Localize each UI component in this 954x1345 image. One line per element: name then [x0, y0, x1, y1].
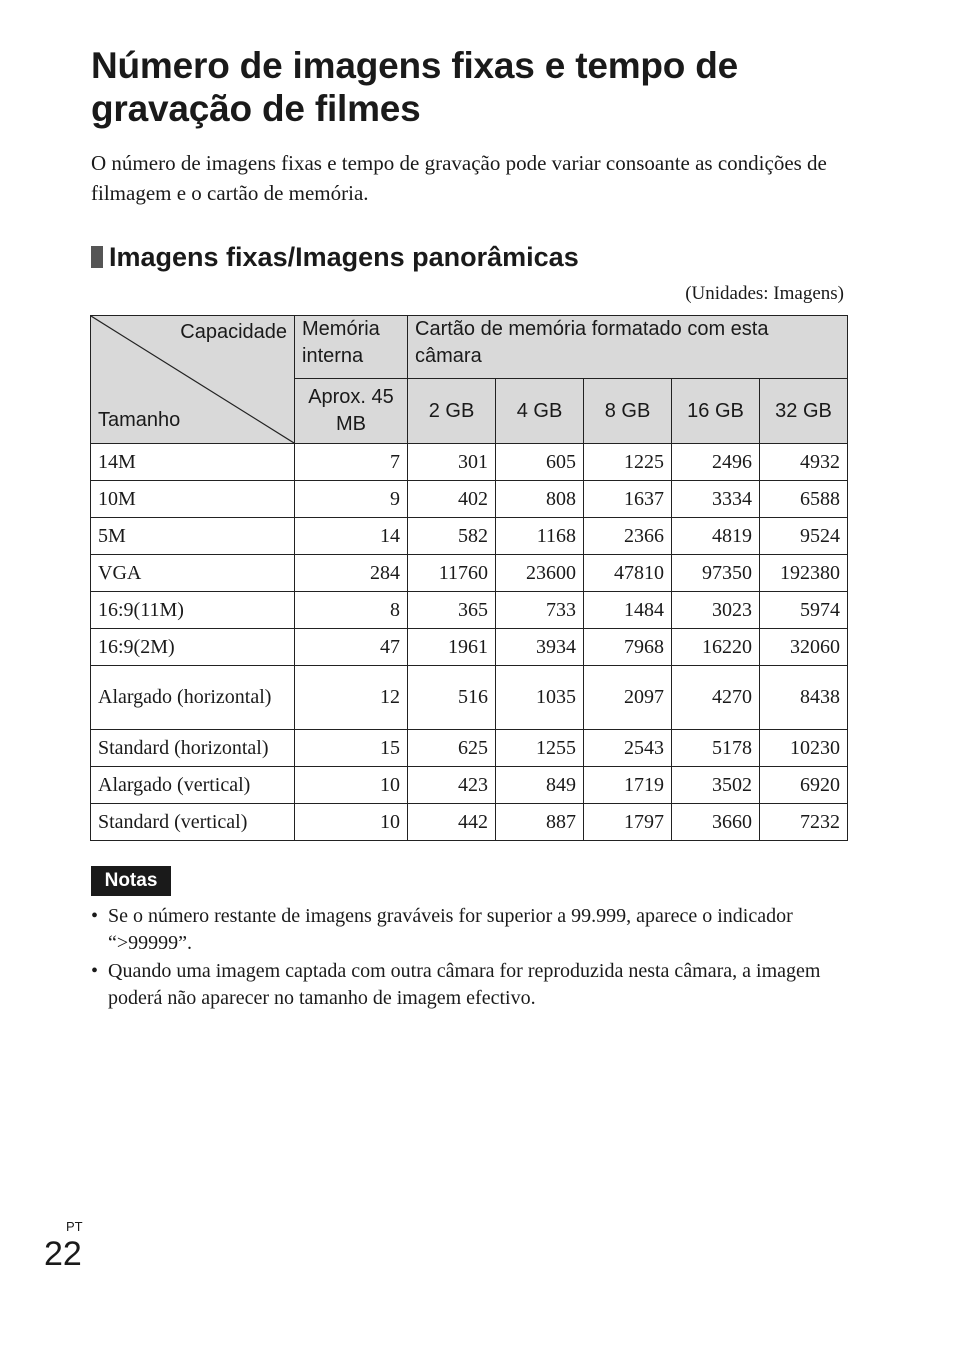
- table-cell: 4932: [760, 444, 848, 481]
- internal-memory-header: Memória interna: [295, 316, 408, 379]
- table-cell: 16220: [672, 629, 760, 666]
- memory-card-header: Cartão de memória formatado com esta câmara: [408, 316, 848, 379]
- table-cell: 2366: [584, 518, 672, 555]
- table-cell: 1961: [408, 629, 496, 666]
- table-cell: 23600: [496, 555, 584, 592]
- table-row: [91, 804, 848, 841]
- table-cell: 887: [496, 804, 584, 841]
- capacity-header-8gb: 8 GB: [584, 379, 672, 444]
- table-cell: 2543: [584, 730, 672, 767]
- capacity-label: Capacidade: [180, 321, 287, 343]
- table-cell: 1255: [496, 730, 584, 767]
- table-row: [91, 444, 848, 481]
- table-cell: 6920: [760, 767, 848, 804]
- table-row: [91, 555, 848, 592]
- table-cell: 3934: [496, 629, 584, 666]
- table-cell: 11760: [408, 555, 496, 592]
- table-cell: 8438: [760, 666, 848, 730]
- table-cell: 7968: [584, 629, 672, 666]
- row-size-label: Alargado (vertical): [91, 767, 295, 804]
- table-cell: 10: [295, 767, 408, 804]
- table-cell: 192380: [760, 555, 848, 592]
- table-cell: 9524: [760, 518, 848, 555]
- table-cell: 7: [295, 444, 408, 481]
- table-cell: 365: [408, 592, 496, 629]
- section-marker-icon: [91, 246, 103, 268]
- bullet-icon: •: [91, 960, 99, 982]
- table-row: [91, 629, 848, 666]
- table-cell: 5974: [760, 592, 848, 629]
- table-row: [91, 666, 848, 730]
- row-size-label: 16:9(2M): [91, 629, 295, 666]
- table-cell: 47: [295, 629, 408, 666]
- bullet-icon: •: [91, 905, 99, 927]
- note-text: Quando uma imagem captada com outra câmara for reproduzida nesta câmara, a imagem poderá não aparecer no tamanho de imagem efectivo.: [108, 960, 821, 1009]
- capacity-header-45mb: Aprox. 45 MB: [295, 379, 408, 444]
- table-cell: 733: [496, 592, 584, 629]
- table-cell: 3502: [672, 767, 760, 804]
- section-heading-text: Imagens fixas/Imagens panorâmicas: [109, 242, 579, 272]
- table-cell: 625: [408, 730, 496, 767]
- table-cell: 1484: [584, 592, 672, 629]
- table-cell: 301: [408, 444, 496, 481]
- table-cell: 2097: [584, 666, 672, 730]
- capacity-header-32gb: 32 GB: [760, 379, 848, 444]
- table-cell: 808: [496, 481, 584, 518]
- table-cell: 1035: [496, 666, 584, 730]
- row-size-label: 14M: [91, 444, 295, 481]
- table-body: [91, 444, 848, 841]
- table-cell: 516: [408, 666, 496, 730]
- intro-paragraph: O número de imagens fixas e tempo de gravação pode variar consoante as condições de filmagem e o cartão de memória.: [91, 151, 827, 205]
- table-cell: 6588: [760, 481, 848, 518]
- table-cell: 14: [295, 518, 408, 555]
- table-cell: 582: [408, 518, 496, 555]
- size-label: Tamanho: [98, 409, 181, 431]
- table-cell: 1797: [584, 804, 672, 841]
- page-language: PT: [66, 1219, 83, 1234]
- table-cell: 605: [496, 444, 584, 481]
- table-cell: 47810: [584, 555, 672, 592]
- corner-header-cell: [91, 316, 295, 444]
- table-cell: 32060: [760, 629, 848, 666]
- table-cell: 1719: [584, 767, 672, 804]
- table-cell: 15: [295, 730, 408, 767]
- table-cell: 5178: [672, 730, 760, 767]
- table-cell: 3660: [672, 804, 760, 841]
- table-cell: 9: [295, 481, 408, 518]
- page-number: 22: [44, 1235, 82, 1273]
- table-row: [91, 730, 848, 767]
- table-cell: 10230: [760, 730, 848, 767]
- table-cell: 12: [295, 666, 408, 730]
- row-size-label: 16:9(11M): [91, 592, 295, 629]
- table-cell: 442: [408, 804, 496, 841]
- table-cell: 1168: [496, 518, 584, 555]
- capacity-header-2gb: 2 GB: [408, 379, 496, 444]
- table-cell: 4270: [672, 666, 760, 730]
- capacity-header-4gb: 4 GB: [496, 379, 584, 444]
- row-size-label: Standard (vertical): [91, 804, 295, 841]
- note-item: [91, 903, 851, 957]
- table-row: [91, 481, 848, 518]
- table-cell: 97350: [672, 555, 760, 592]
- table-row: [91, 767, 848, 804]
- table-row: [91, 518, 848, 555]
- table-cell: 7232: [760, 804, 848, 841]
- row-size-label: Alargado (horizontal): [91, 666, 295, 730]
- row-size-label: VGA: [91, 555, 295, 592]
- table-cell: 849: [496, 767, 584, 804]
- table-cell: 2496: [672, 444, 760, 481]
- capacity-header-16gb: 16 GB: [672, 379, 760, 444]
- note-item: [91, 958, 851, 1012]
- table-cell: 402: [408, 481, 496, 518]
- row-size-label: 10M: [91, 481, 295, 518]
- table-cell: 10: [295, 804, 408, 841]
- units-note: (Unidades: Imagens): [685, 283, 844, 304]
- table-cell: 284: [295, 555, 408, 592]
- section-heading: [91, 240, 579, 274]
- page-title: Número de imagens fixas e tempo de gravação de filmes: [91, 45, 739, 129]
- capacity-table: [90, 315, 848, 841]
- table-cell: 1225: [584, 444, 672, 481]
- table-cell: 423: [408, 767, 496, 804]
- notes-label: Notas: [91, 866, 171, 896]
- note-text: Se o número restante de imagens graváveis for superior a 99.999, aparece o indicador “>99999”.: [108, 905, 793, 954]
- table-cell: 8: [295, 592, 408, 629]
- table-cell: 3023: [672, 592, 760, 629]
- notes-list: [91, 903, 851, 1013]
- table-row: [91, 592, 848, 629]
- row-size-label: 5M: [91, 518, 295, 555]
- table-cell: 4819: [672, 518, 760, 555]
- row-size-label: Standard (horizontal): [91, 730, 295, 767]
- table-cell: 3334: [672, 481, 760, 518]
- table-cell: 1637: [584, 481, 672, 518]
